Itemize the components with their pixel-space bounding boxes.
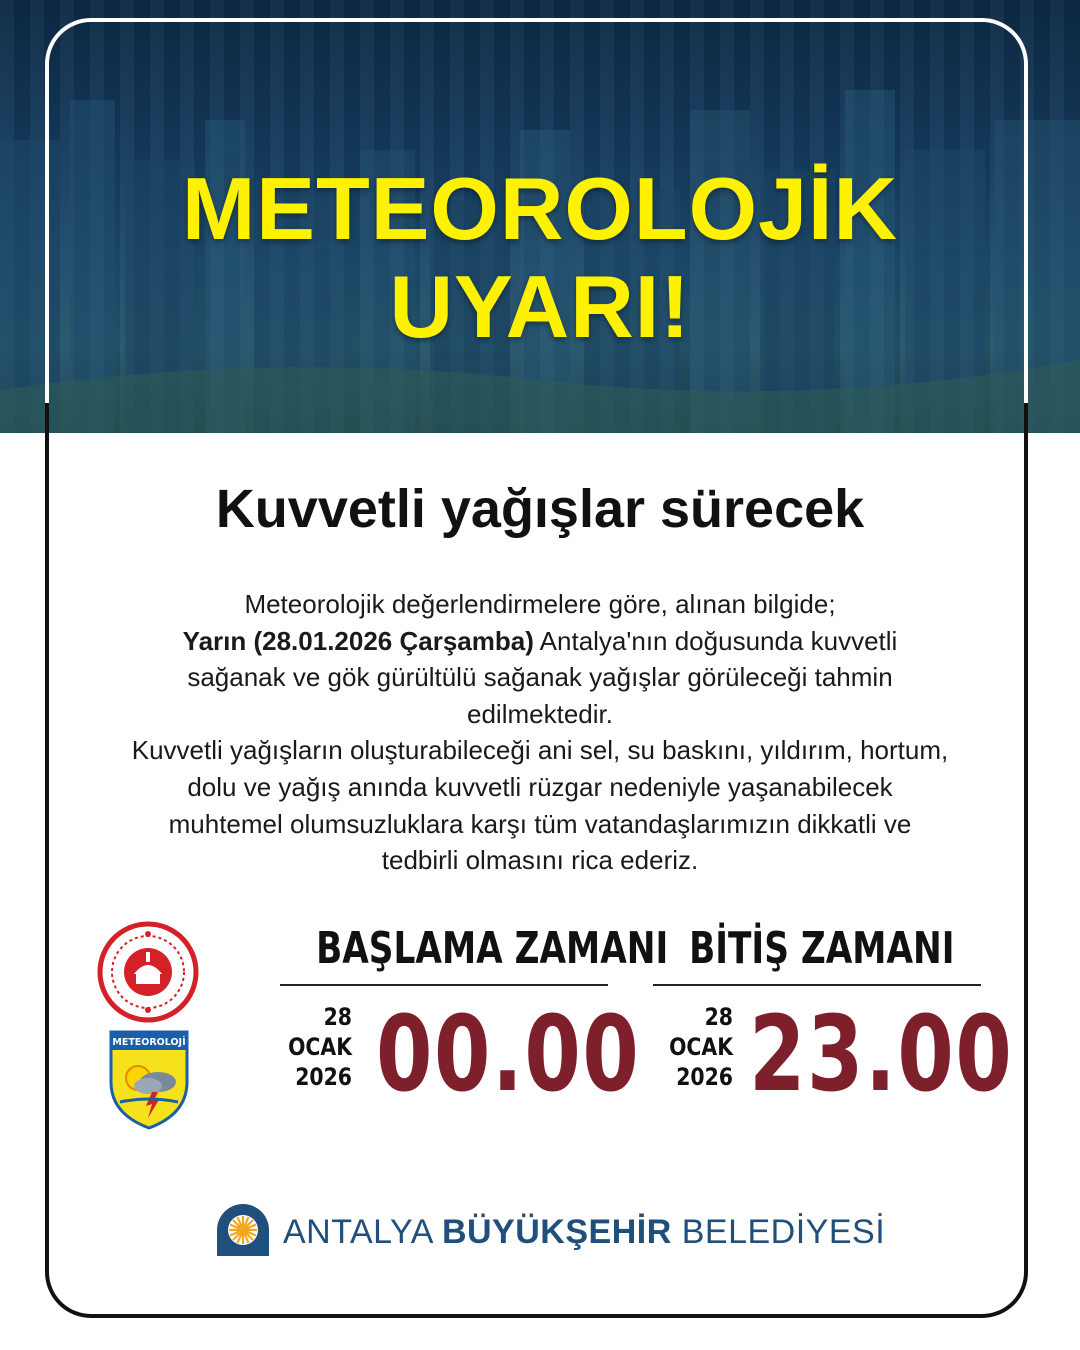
body-warning: Kuvvetli yağışların oluşturabileceği ani sel, su baskını, yıldırım, hortum, dolu ve yağış anında kuvvetli rüzgar nedeniyle yaşanabilecek muhtemel olumsuzluklara karşı tüm vatandaşlarımızın dikkatli ve tedbirli olmasını rica ederiz. — [131, 735, 949, 876]
footer-word-belediyesi: BELEDİYESİ — [681, 1213, 886, 1251]
footer-brand — [213, 1200, 886, 1260]
meteoroloji-shield-icon — [108, 1030, 190, 1130]
start-day: 28 — [323, 1003, 352, 1031]
end-row — [653, 993, 1014, 1115]
start-row — [280, 993, 641, 1115]
end-year: 2026 — [676, 1063, 733, 1091]
start-month: OCAK — [288, 1033, 352, 1061]
end-date — [657, 1002, 734, 1092]
start-year: 2026 — [295, 1063, 352, 1091]
start-time: 00.00 — [376, 993, 641, 1115]
body-intro: Meteorolojik değerlendirmelere göre, alınan bilgide; — [244, 589, 836, 619]
meteoroloji-label: METEOROLOJİ — [112, 1037, 186, 1048]
footer-word-buyuksehir: BÜYÜKŞEHİR — [441, 1213, 672, 1251]
end-divider — [653, 984, 981, 986]
afad-seal-icon — [96, 920, 200, 1024]
body-date: Yarın (28.01.2026 Çarşamba) — [182, 625, 534, 656]
end-time: 23.00 — [749, 993, 1014, 1115]
end-time-block — [653, 922, 1014, 1115]
start-heading: BAŞLAMA ZAMANI — [316, 923, 669, 974]
body-forecast: Antalya'nın doğusunda kuvvetli sağanak ve gök gürültülü sağanak yağışlar görüleceği tahmin edilmektedir. — [187, 625, 898, 729]
end-heading: BİTİŞ ZAMANI — [689, 923, 955, 974]
subtitle: Kuvvetli yağışlar sürecek — [215, 479, 865, 539]
antalya-sun-logo-icon — [213, 1200, 273, 1260]
end-day: 28 — [704, 1003, 733, 1031]
footer-word-antalya: ANTALYA — [283, 1213, 432, 1251]
hero-title-line1: METEOROLOJİK — [181, 159, 899, 258]
hero-title-line2: UYARI! — [389, 257, 691, 356]
start-divider — [280, 984, 608, 986]
footer-text — [283, 1212, 885, 1252]
start-time-block — [280, 922, 669, 1115]
body-text — [130, 586, 950, 879]
end-month: OCAK — [669, 1033, 733, 1061]
start-date — [276, 1002, 353, 1092]
